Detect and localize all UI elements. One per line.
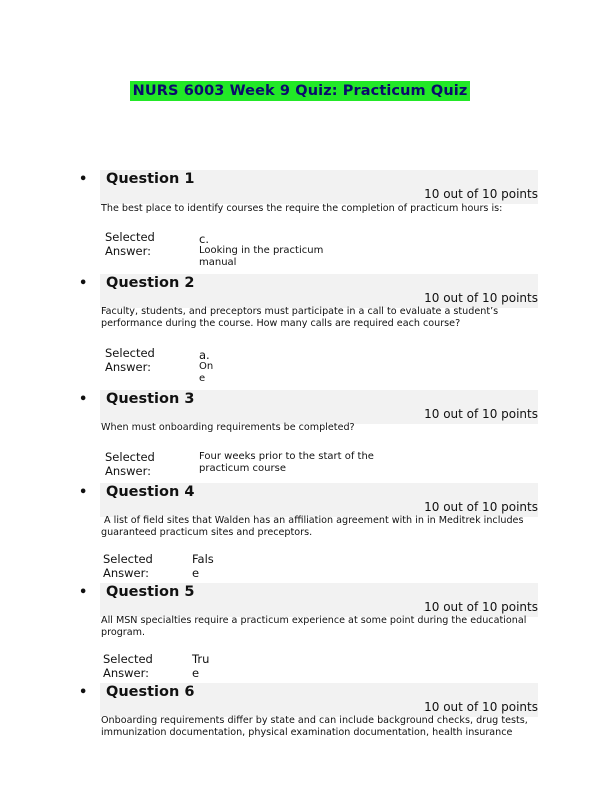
selected-answer-label: Selected Answer: (105, 346, 155, 374)
selected-answer-label: Selected Answer: (103, 552, 153, 580)
question-points: 10 out of 10 points (424, 187, 538, 201)
selected-answer-label: Selected Answer: (105, 450, 155, 478)
bullet-icon: • (79, 172, 88, 187)
question-title: Question 1 (106, 171, 195, 187)
bullet-icon: • (79, 392, 88, 407)
selected-answer-value: a. On e (199, 348, 214, 384)
question-title: Question 2 (106, 275, 195, 291)
question-points: 10 out of 10 points (424, 291, 538, 305)
question-text: A list of field sites that Walden has an affiliation agreement with in in Meditrek includes guaranteed practicum sites and preceptors. (101, 515, 524, 538)
question-text: Onboarding requirements differ by state and can include background checks, drug tests, immunization documentation, physical examination documentation, health insurance (101, 715, 528, 738)
selected-answer-value: c. Looking in the practicum manual (199, 232, 324, 268)
question-text: Faculty, students, and preceptors must participate in a call to evaluate a student’s performance during the course. How many calls are required each course? (101, 306, 499, 329)
selected-answer-value: Fals e (192, 552, 214, 580)
selected-answer-label: Selected Answer: (103, 652, 153, 680)
bullet-icon: • (79, 685, 88, 700)
question-points: 10 out of 10 points (424, 500, 538, 514)
question-title: Question 5 (106, 584, 195, 600)
question-points: 10 out of 10 points (424, 600, 538, 614)
title-wrap (0, 80, 600, 101)
question-points: 10 out of 10 points (424, 407, 538, 421)
question-text: The best place to identify courses the require the completion of practicum hours is: (101, 203, 503, 214)
question-text: All MSN specialties require a practicum experience at some point during the educational program. (101, 615, 527, 638)
bullet-icon: • (79, 585, 88, 600)
selected-answer-label: Selected Answer: (105, 230, 155, 258)
question-title: Question 4 (106, 484, 195, 500)
bullet-icon: • (79, 276, 88, 291)
question-points: 10 out of 10 points (424, 700, 538, 714)
page-title: NURS 6003 Week 9 Quiz: Practicum Quiz (130, 81, 471, 101)
question-title: Question 3 (106, 391, 195, 407)
question-title: Question 6 (106, 684, 195, 700)
selected-answer-value: Tru e (192, 652, 210, 680)
question-text: When must onboarding requirements be completed? (101, 422, 355, 433)
selected-answer-value: Four weeks prior to the start of the practicum course (199, 451, 374, 474)
bullet-icon: • (79, 485, 88, 500)
